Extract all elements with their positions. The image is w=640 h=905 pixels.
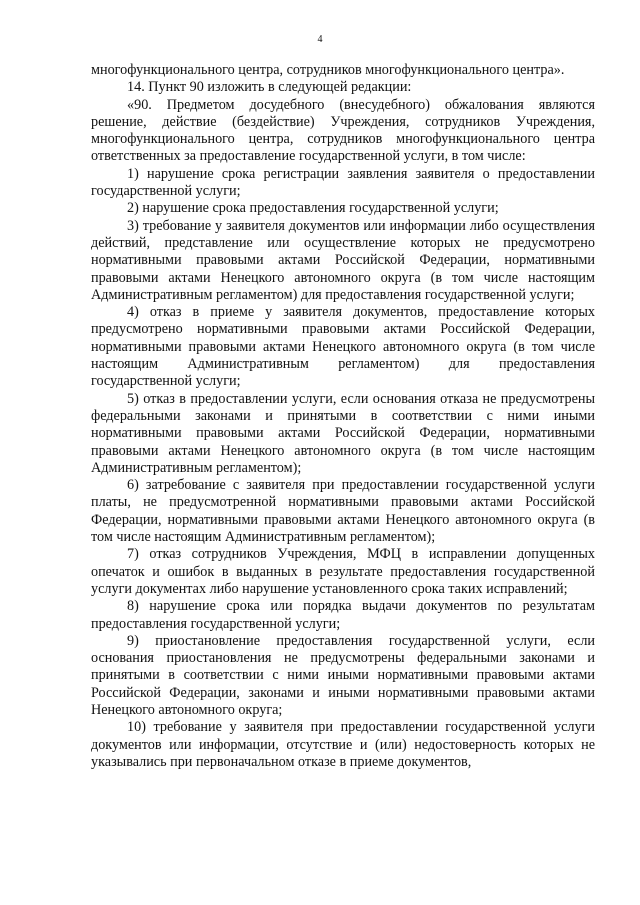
list-item-4: 4) отказ в приеме у заявителя документов, предоставление которых предусмотрено нормативными правовыми актами Российской Федерации, нормативными правовыми актами Ненецкого автономного округа (в том числе настоящим Административным регламентом) для предоставления государственной услуги; xyxy=(91,304,595,390)
list-item-7: 7) отказ сотрудников Учреждения, МФЦ в исправлении допущенных опечаток и ошибок в выданных в результате предоставления государственной услуги документах либо нарушение установленного срока таких исправлений; xyxy=(91,546,595,597)
list-item-6: 6) затребование с заявителя при предоставлении государственной услуги платы, не предусмотренной нормативными правовыми актами Российской Федерации, нормативными правовыми актами Ненецкого автономного округа (в том числе настоящим Административным регламентом); xyxy=(91,477,595,546)
list-item-1: 1) нарушение срока регистрации заявления заявителя о предоставлении государственной услуги; xyxy=(91,165,595,200)
page-number: 4 xyxy=(317,34,323,45)
list-item-9: 9) приостановление предоставления государственной услуги, если основания приостановления не предусмотрены федеральными законами и принятыми в соответствии с ними иными нормативными правовыми актами Российской Федерации, законами и иными нормативными правовыми актами Ненецкого автономного округа; xyxy=(91,632,595,718)
paragraph-continuation: многофункционального центра, сотрудников многофункционального центра». xyxy=(91,62,565,78)
list-item-2: 2) нарушение срока предоставления государственной услуги; xyxy=(127,200,499,217)
document-body xyxy=(91,62,595,771)
paragraph-item-14: 14. Пункт 90 изложить в следующей редакции: xyxy=(127,79,412,96)
list-item-10: 10) требование у заявителя при предоставлении государственной услуги документов или информации, отсутствие и (или) недостоверность которых не указывались при первоначальном отказе в приеме документов, xyxy=(91,719,595,770)
paragraph-90-intro: «90. Предметом досудебного (внесудебного) обжалования являются решение, действие (бездействие) Учреждения, сотрудников Учреждения, многофункционального центра, сотрудников многофункционального центра ответственных за предоставление государственной услуги, в том числе: xyxy=(91,96,595,165)
list-item-3: 3) требование у заявителя документов или информации либо осуществления действий, представление или осуществление которых не предусмотрено нормативными правовыми актами Российской Федерации, нормативными правовыми актами Ненецкого автономного округа (в том числе настоящим Административным регламентом) для предоставления государственной услуги; xyxy=(91,217,595,303)
list-item-5: 5) отказ в предоставлении услуги, если основания отказа не предусмотрены федеральными законами и принятыми в соответствии с ними иными нормативными правовыми актами Российской Федерации, нормативными правовыми актами Ненецкого автономного округа (в том числе настоящим Административным регламентом); xyxy=(91,390,595,476)
list-item-8: 8) нарушение срока или порядка выдачи документов по результатам предоставления государственной услуги; xyxy=(91,598,595,632)
